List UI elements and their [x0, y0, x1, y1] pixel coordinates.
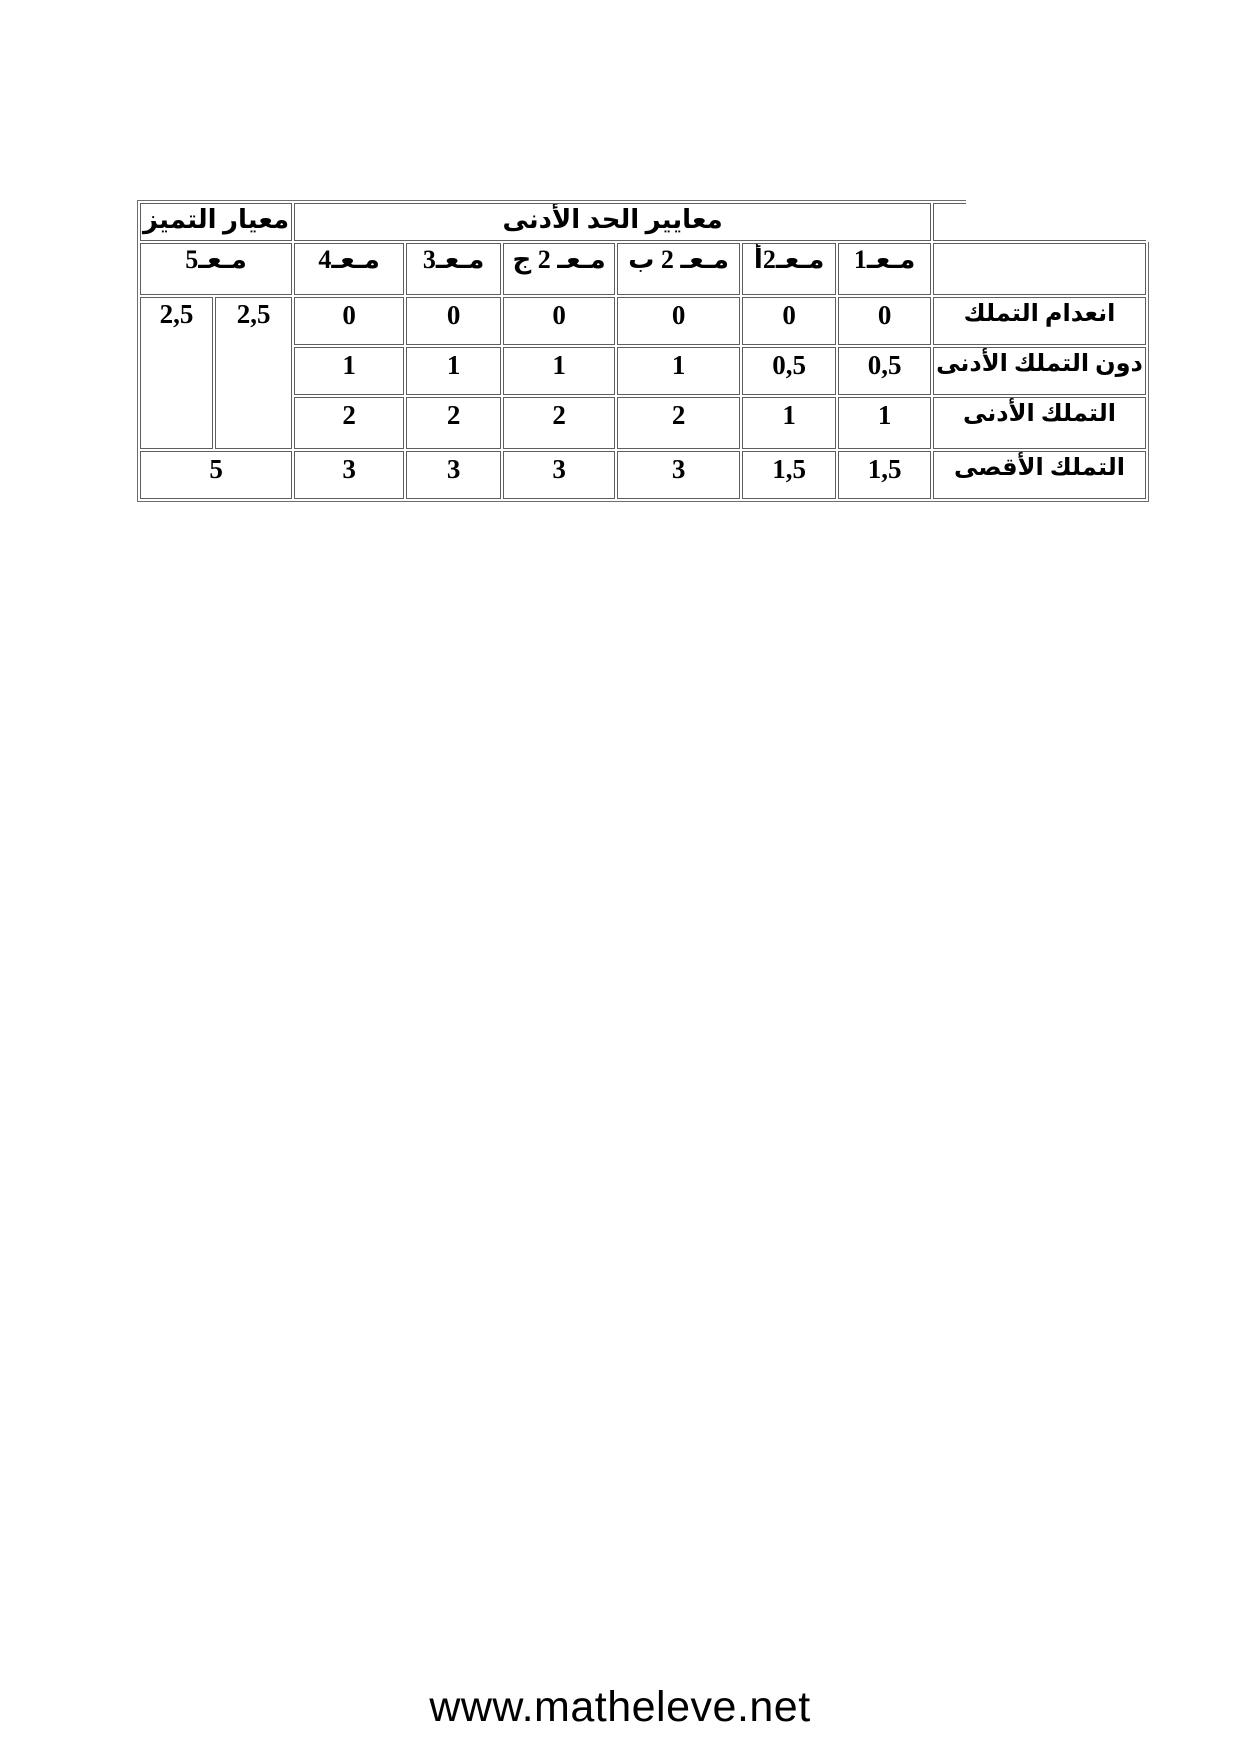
excellence-max-value: 5: [140, 451, 292, 499]
table-row: [140, 297, 1146, 345]
column-header-ma3: مـعـ3: [406, 243, 501, 295]
score-cell: 2: [294, 397, 404, 449]
score-cell: 0: [838, 297, 931, 345]
minimum-criteria-header: معايير الحد الأدنى: [294, 203, 931, 241]
score-cell: 2: [503, 397, 615, 449]
column-header-ma5: مـعـ5: [140, 243, 292, 295]
row-label: التملك الأدنى: [933, 397, 1146, 449]
score-cell: 0: [406, 297, 501, 345]
criteria-table-wrapper: [137, 200, 1149, 502]
score-cell: 0,5: [838, 347, 931, 395]
corner-mask-right: [1146, 200, 1149, 242]
score-cell: 3: [294, 451, 404, 499]
excellence-value-right: 2,5: [215, 297, 292, 449]
row-label: انعدام التملك: [933, 297, 1146, 345]
score-cell: 0: [503, 297, 615, 345]
column-header-ma4: مـعـ4: [294, 243, 404, 295]
column-header-ma2a: مـعـ2أ: [742, 243, 836, 295]
score-cell: 0: [294, 297, 404, 345]
criteria-table: [137, 200, 1149, 502]
website-url: www.matheleve.net: [429, 1683, 811, 1731]
score-cell: 3: [503, 451, 615, 499]
score-cell: 1,5: [838, 451, 931, 499]
score-cell: 3: [617, 451, 740, 499]
score-cell: 2: [406, 397, 501, 449]
row-label-header-empty: [933, 243, 1146, 295]
score-cell: 1: [406, 347, 501, 395]
table-row: [140, 243, 1146, 295]
column-header-ma2b: مـعـ 2 ب: [617, 243, 740, 295]
score-cell: 1: [294, 347, 404, 395]
table-row: [140, 451, 1146, 499]
score-cell: 3: [406, 451, 501, 499]
row-label: دون التملك الأدنى: [933, 347, 1146, 395]
excellence-value-left: 2,5: [140, 297, 213, 449]
score-cell: 1: [838, 397, 931, 449]
column-header-ma2c: مـعـ 2 ج: [503, 243, 615, 295]
score-cell: 1,5: [742, 451, 836, 499]
score-cell: 2: [617, 397, 740, 449]
column-header-ma1: مـعـ1: [838, 243, 931, 295]
score-cell: 0: [617, 297, 740, 345]
excellence-criterion-header: معيار التميز: [140, 203, 292, 241]
score-cell: 0: [742, 297, 836, 345]
score-cell: 1: [742, 397, 836, 449]
score-cell: 1: [503, 347, 615, 395]
corner-mask-top: [966, 200, 1149, 240]
score-cell: 1: [617, 347, 740, 395]
row-label: التملك الأقصى: [933, 451, 1146, 499]
score-cell: 0,5: [742, 347, 836, 395]
